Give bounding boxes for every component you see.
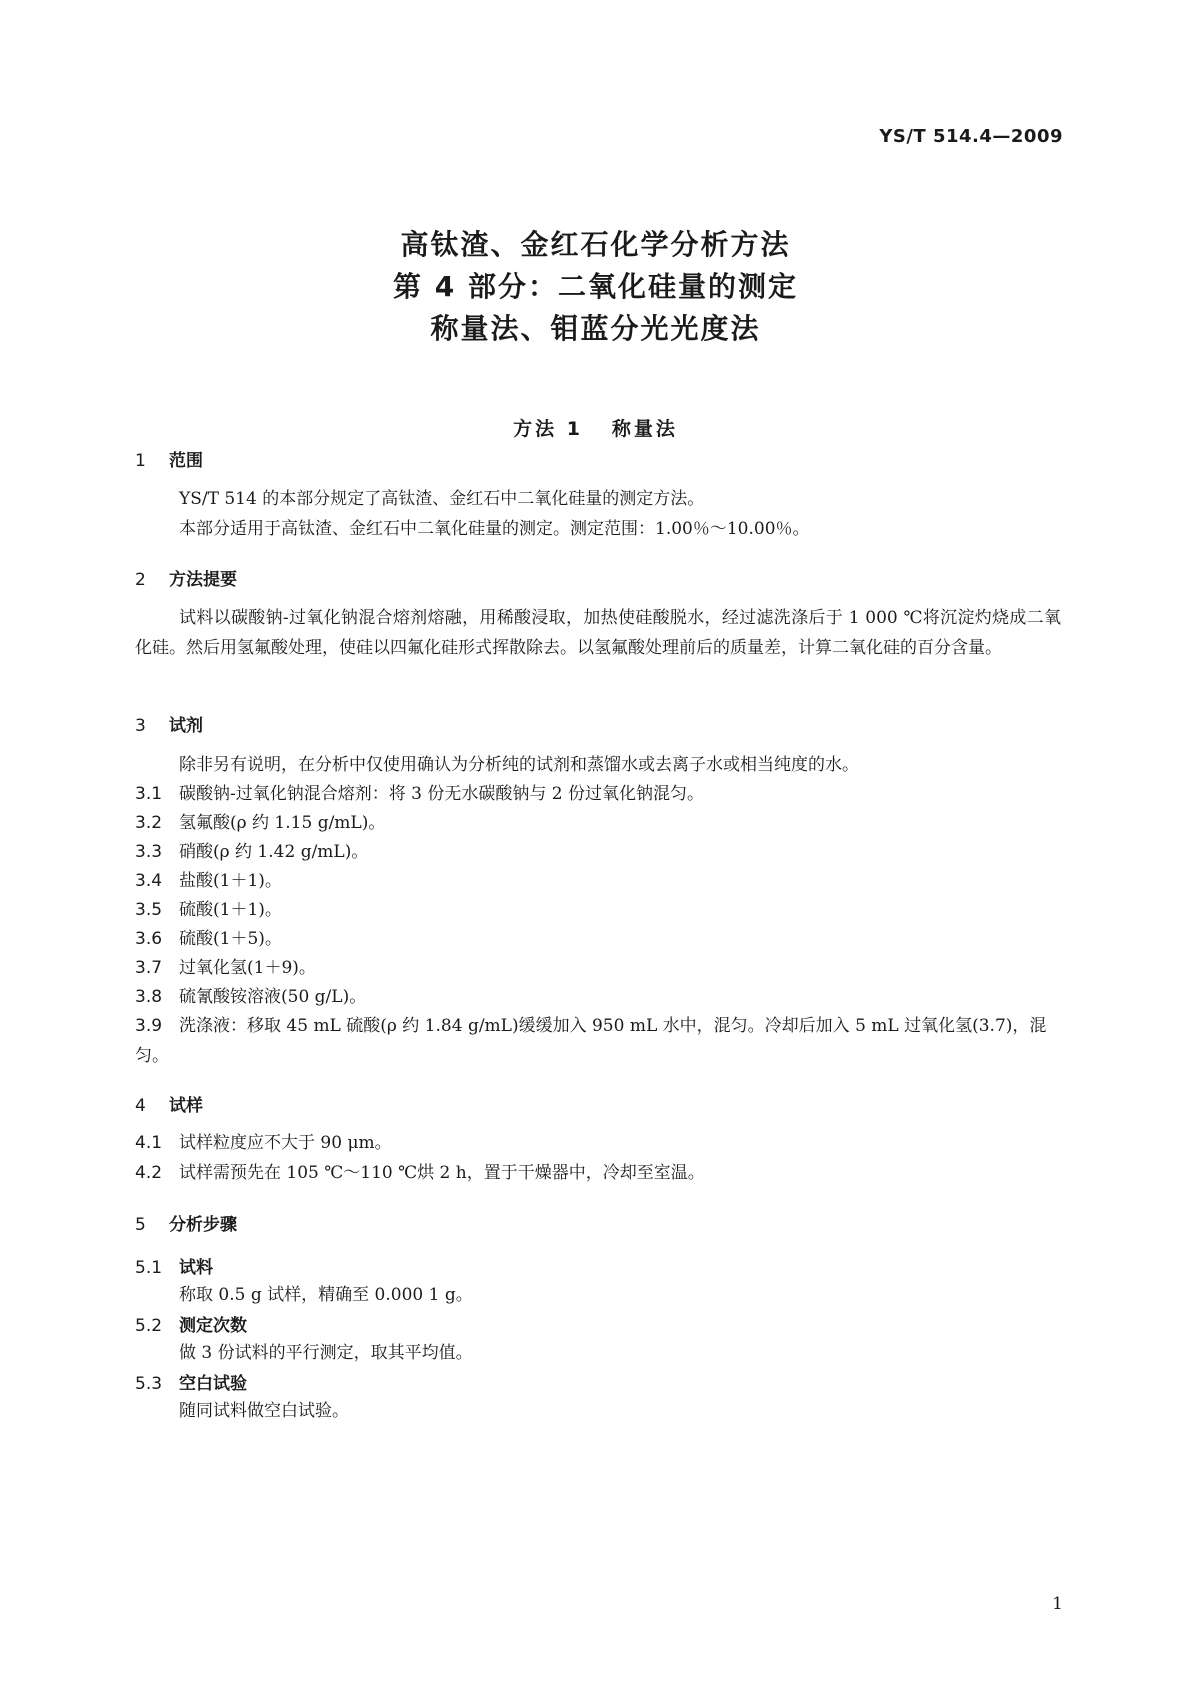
section-1-heading xyxy=(135,446,203,471)
item-text: 碳酸钠-过氧化钠混合熔剂：将 3 份无水碳酸钠与 2 份过氧化钠混匀。 xyxy=(179,784,704,804)
section-4-heading xyxy=(135,1091,203,1116)
section-title: 范围 xyxy=(169,451,203,471)
section-1-paragraph-1: YS/T 514 的本部分规定了高钛渣、金红石中二氧化硅量的测定方法。 xyxy=(179,489,705,509)
subsection-5-2-text: 做 3 份试料的平行测定，取其平均值。 xyxy=(179,1343,473,1363)
list-item xyxy=(135,982,1061,1012)
subsection-number: 5.1 xyxy=(135,1258,163,1278)
item-number: 4.1 xyxy=(135,1133,163,1153)
item-text: 试样需预先在 105 ℃～110 ℃烘 2 h，置于干燥器中，冷却至室温。 xyxy=(179,1163,705,1183)
method-title: 方法 1 称量法 xyxy=(513,418,678,440)
section-number: 1 xyxy=(135,451,146,471)
section-2-heading xyxy=(135,565,237,590)
item-number: 3.5 xyxy=(135,900,163,920)
section-number: 3 xyxy=(135,716,146,736)
item-number: 4.2 xyxy=(135,1163,163,1183)
section-title: 试剂 xyxy=(169,716,203,736)
section-5-heading xyxy=(135,1210,237,1235)
list-item xyxy=(135,1011,1061,1071)
list-item xyxy=(135,924,1061,954)
item-number: 3.7 xyxy=(135,958,163,978)
subsection-number: 5.2 xyxy=(135,1316,163,1336)
item-text: 试样粒度应不大于 90 μm。 xyxy=(179,1133,392,1153)
section-2-paragraph: 试料以碳酸钠-过氧化钠混合熔剂熔融，用稀酸浸取，加热使硅酸脱水，经过滤洗涤后于 1 000 ℃将沉淀灼烧成二氧化硅。然后用氢氟酸处理，使硅以四氟化硅形式挥散除去。以氢氟酸处理前后的质量差，计算二氧化硅的百分含量。 xyxy=(135,608,1061,658)
section-title: 方法提要 xyxy=(169,570,237,590)
item-number: 3.8 xyxy=(135,987,163,1007)
section-number: 5 xyxy=(135,1215,146,1235)
page-number: 1 xyxy=(1052,1594,1063,1614)
item-number: 3.4 xyxy=(135,871,163,891)
list-item xyxy=(135,837,1061,867)
subsection-title: 试料 xyxy=(179,1258,213,1278)
item-text: 硫酸(1＋1)。 xyxy=(179,900,282,920)
list-item xyxy=(135,1128,1061,1158)
subsection-5-2-heading xyxy=(135,1311,247,1336)
item-text: 硫酸(1＋5)。 xyxy=(179,929,282,949)
item-text: 硫氰酸铵溶液(50 g/L)。 xyxy=(179,987,367,1007)
item-text: 盐酸(1＋1)。 xyxy=(179,871,282,891)
subsection-5-1-text: 称取 0.5 g 试样，精确至 0.000 1 g。 xyxy=(179,1285,473,1305)
list-item xyxy=(135,866,1061,896)
item-number: 3.3 xyxy=(135,842,163,862)
list-item xyxy=(135,953,1061,983)
item-text: 氢氟酸(ρ 约 1.15 g/mL)。 xyxy=(179,813,386,833)
section-title: 分析步骤 xyxy=(169,1215,237,1235)
section-number: 4 xyxy=(135,1096,146,1116)
document-title xyxy=(0,224,1191,350)
item-number: 3.1 xyxy=(135,784,163,804)
item-number: 3.9 xyxy=(135,1016,163,1036)
list-item xyxy=(135,895,1061,925)
title-line-2: 第 4 部分：二氧化硅量的测定 xyxy=(393,270,798,303)
section-3-intro: 除非另有说明，在分析中仅使用确认为分析纯的试剂和蒸馏水或去离子水或相当纯度的水。 xyxy=(179,755,859,775)
list-item xyxy=(135,779,1061,809)
item-text: 洗涤液：移取 45 mL 硫酸(ρ 约 1.84 g/mL)缓缓加入 950 mL 水中，混匀。冷却后加入 5 mL 过氧化氢(3.7)，混匀。 xyxy=(135,1016,1047,1066)
subsection-5-3-heading xyxy=(135,1369,247,1394)
list-item xyxy=(135,808,1061,838)
section-title: 试样 xyxy=(169,1096,203,1116)
subsection-5-3-text: 随同试料做空白试验。 xyxy=(179,1401,349,1421)
title-line-1: 高钛渣、金红石化学分析方法 xyxy=(400,228,791,261)
subsection-number: 5.3 xyxy=(135,1374,163,1394)
subsection-5-1-heading xyxy=(135,1253,213,1278)
title-line-3: 称量法、钼蓝分光光度法 xyxy=(430,312,761,345)
section-3-heading xyxy=(135,711,203,736)
standard-number: YS/T 514.4—2009 xyxy=(879,126,1063,147)
subsection-title: 测定次数 xyxy=(179,1316,247,1336)
subsection-title: 空白试验 xyxy=(179,1374,247,1394)
section-1-paragraph-2: 本部分适用于高钛渣、金红石中二氧化硅量的测定。测定范围：1.00％～10.00％。 xyxy=(179,519,810,539)
item-number: 3.6 xyxy=(135,929,163,949)
item-text: 过氧化氢(1＋9)。 xyxy=(179,958,316,978)
item-text: 硝酸(ρ 约 1.42 g/mL)。 xyxy=(179,842,369,862)
list-item xyxy=(135,1158,1061,1188)
section-number: 2 xyxy=(135,570,146,590)
item-number: 3.2 xyxy=(135,813,163,833)
